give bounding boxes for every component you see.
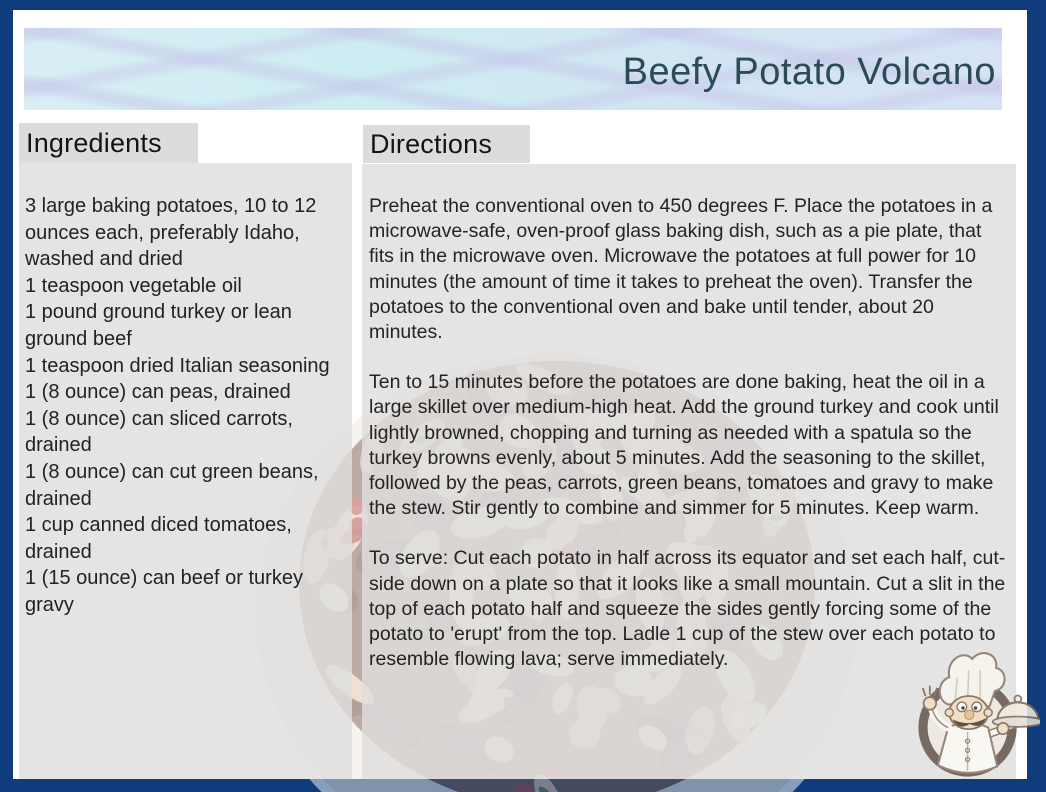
ingredient-item: 1 teaspoon dried Italian seasoning: [25, 354, 330, 377]
ingredient-item: 1 (15 ounce) can beef or turkey gravy: [25, 567, 303, 616]
ingredient-item: 1 (8 ounce) can cut green beans, drained: [25, 460, 319, 510]
recipe-title: Beefy Potato Volcano: [622, 50, 996, 93]
directions-paragraph: Preheat the conventional oven to 450 degrees F. Place the potatoes in a microwave-safe, oven-proof glass baking dish, such as a pie plate, that fits in the microwave oven. Microwave the potatoes at full power for 10 minutes (the amount of time it takes to preheat the oven). Transfer the potatoes to the conventional oven and bake until tender, about 20 minutes.: [369, 195, 993, 344]
chef-icon: [902, 652, 1040, 780]
ingredient-item: 1 (8 ounce) can peas, drained: [25, 381, 291, 404]
ingredients-heading: Ingredients: [26, 127, 162, 158]
ingredient-item: 1 teaspoon vegetable oil: [25, 274, 242, 297]
directions-paragraph: Ten to 15 minutes before the potatoes are done baking, heat the oil in a large skillet over medium-high heat. Add the ground turkey and cook until lightly browned, chopping and turning as needed with a spatula so the turkey browns evenly, about 5 minutes. Add the seasoning to the skillet, followed by the peas, carrots, green beans, tomatoes and gravy to make the stew. Stir gently to combine and simmer for 5 minutes. Keep warm.: [369, 371, 999, 520]
ingredient-item: 1 pound ground turkey or lean ground beef: [25, 301, 292, 350]
directions-text: [362, 164, 1016, 672]
directions-heading-box: [363, 125, 530, 163]
ingredients-list: [19, 163, 352, 619]
ingredients-heading-box: [19, 123, 198, 163]
header-band: [24, 28, 1002, 110]
directions-paragraph: To serve: Cut each potato in half across its equator and set each half, cut-side down on a plate so that it looks like a small mountain. Cut a slit in the top of each potato half and squeeze the sides gently forcing some of the potato to 'erupt' from the top. Ladle 1 cup of the stew over each potato to resemble flowing lava; serve immediately.: [369, 547, 1006, 671]
ingredient-item: 1 cup canned diced tomatoes, drained: [25, 514, 292, 563]
ingredient-item: 1 (8 ounce) can sliced carrots, drained: [25, 407, 293, 457]
ingredient-item: 3 large baking potatoes, 10 to 12 ounces each, preferably Idaho, washed and dried: [25, 195, 317, 271]
directions-heading: Directions: [370, 128, 493, 159]
ingredients-panel: [19, 163, 352, 779]
